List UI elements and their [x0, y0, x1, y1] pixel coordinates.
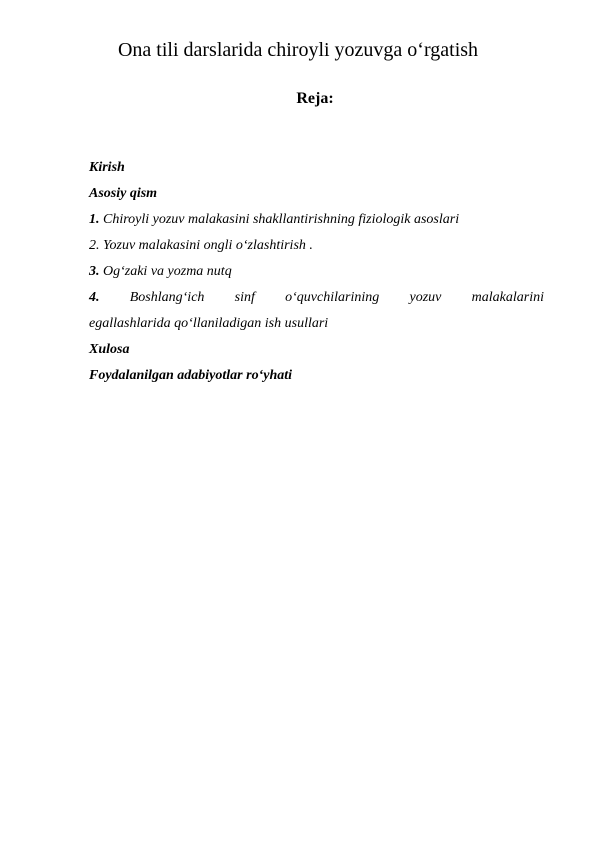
- plan-item-4-first-line: [89, 285, 544, 311]
- plan-item-4-word: o‘quvchilarining: [285, 290, 380, 305]
- plan-item-4-word: yozuv: [409, 290, 442, 305]
- plan-item-4-continuation: egallashlarida qo‘llaniladigan ish usullari: [89, 316, 329, 331]
- plan-item-1-text: Chiroyli yozuv malakasini shakllantirishning fiziologik asoslari: [99, 212, 460, 227]
- plan-item-conclusion: Xulosa: [89, 342, 130, 357]
- plan-item-4-number: 4.: [89, 290, 100, 305]
- plan-item-3: [89, 259, 544, 285]
- document-title: Ona tili darslarida chiroyli yozuvga o‘rgatish: [117, 39, 479, 61]
- plan-item-4-word: Boshlang‘ich: [129, 290, 205, 305]
- plan-item-3-number: 3.: [89, 264, 100, 279]
- plan-item-4-word: malakalarini: [471, 290, 544, 305]
- plan-item-4-word: sinf: [234, 290, 255, 305]
- plan-heading: Reja:: [296, 90, 334, 107]
- plan-list: [89, 155, 544, 389]
- plan-item-references: Foydalanilgan adabiyotlar ro‘yhati: [89, 368, 293, 383]
- plan-item-1: [89, 207, 544, 233]
- plan-item-2: 2. Yozuv malakasini ongli o‘zlashtirish .: [89, 238, 313, 253]
- plan-item-main-part: Asosiy qism: [89, 186, 158, 201]
- plan-item-3-text: Og‘zaki va yozma nutq: [99, 264, 232, 279]
- plan-item-intro: Kirish: [89, 160, 125, 175]
- plan-item-1-number: 1.: [89, 212, 100, 227]
